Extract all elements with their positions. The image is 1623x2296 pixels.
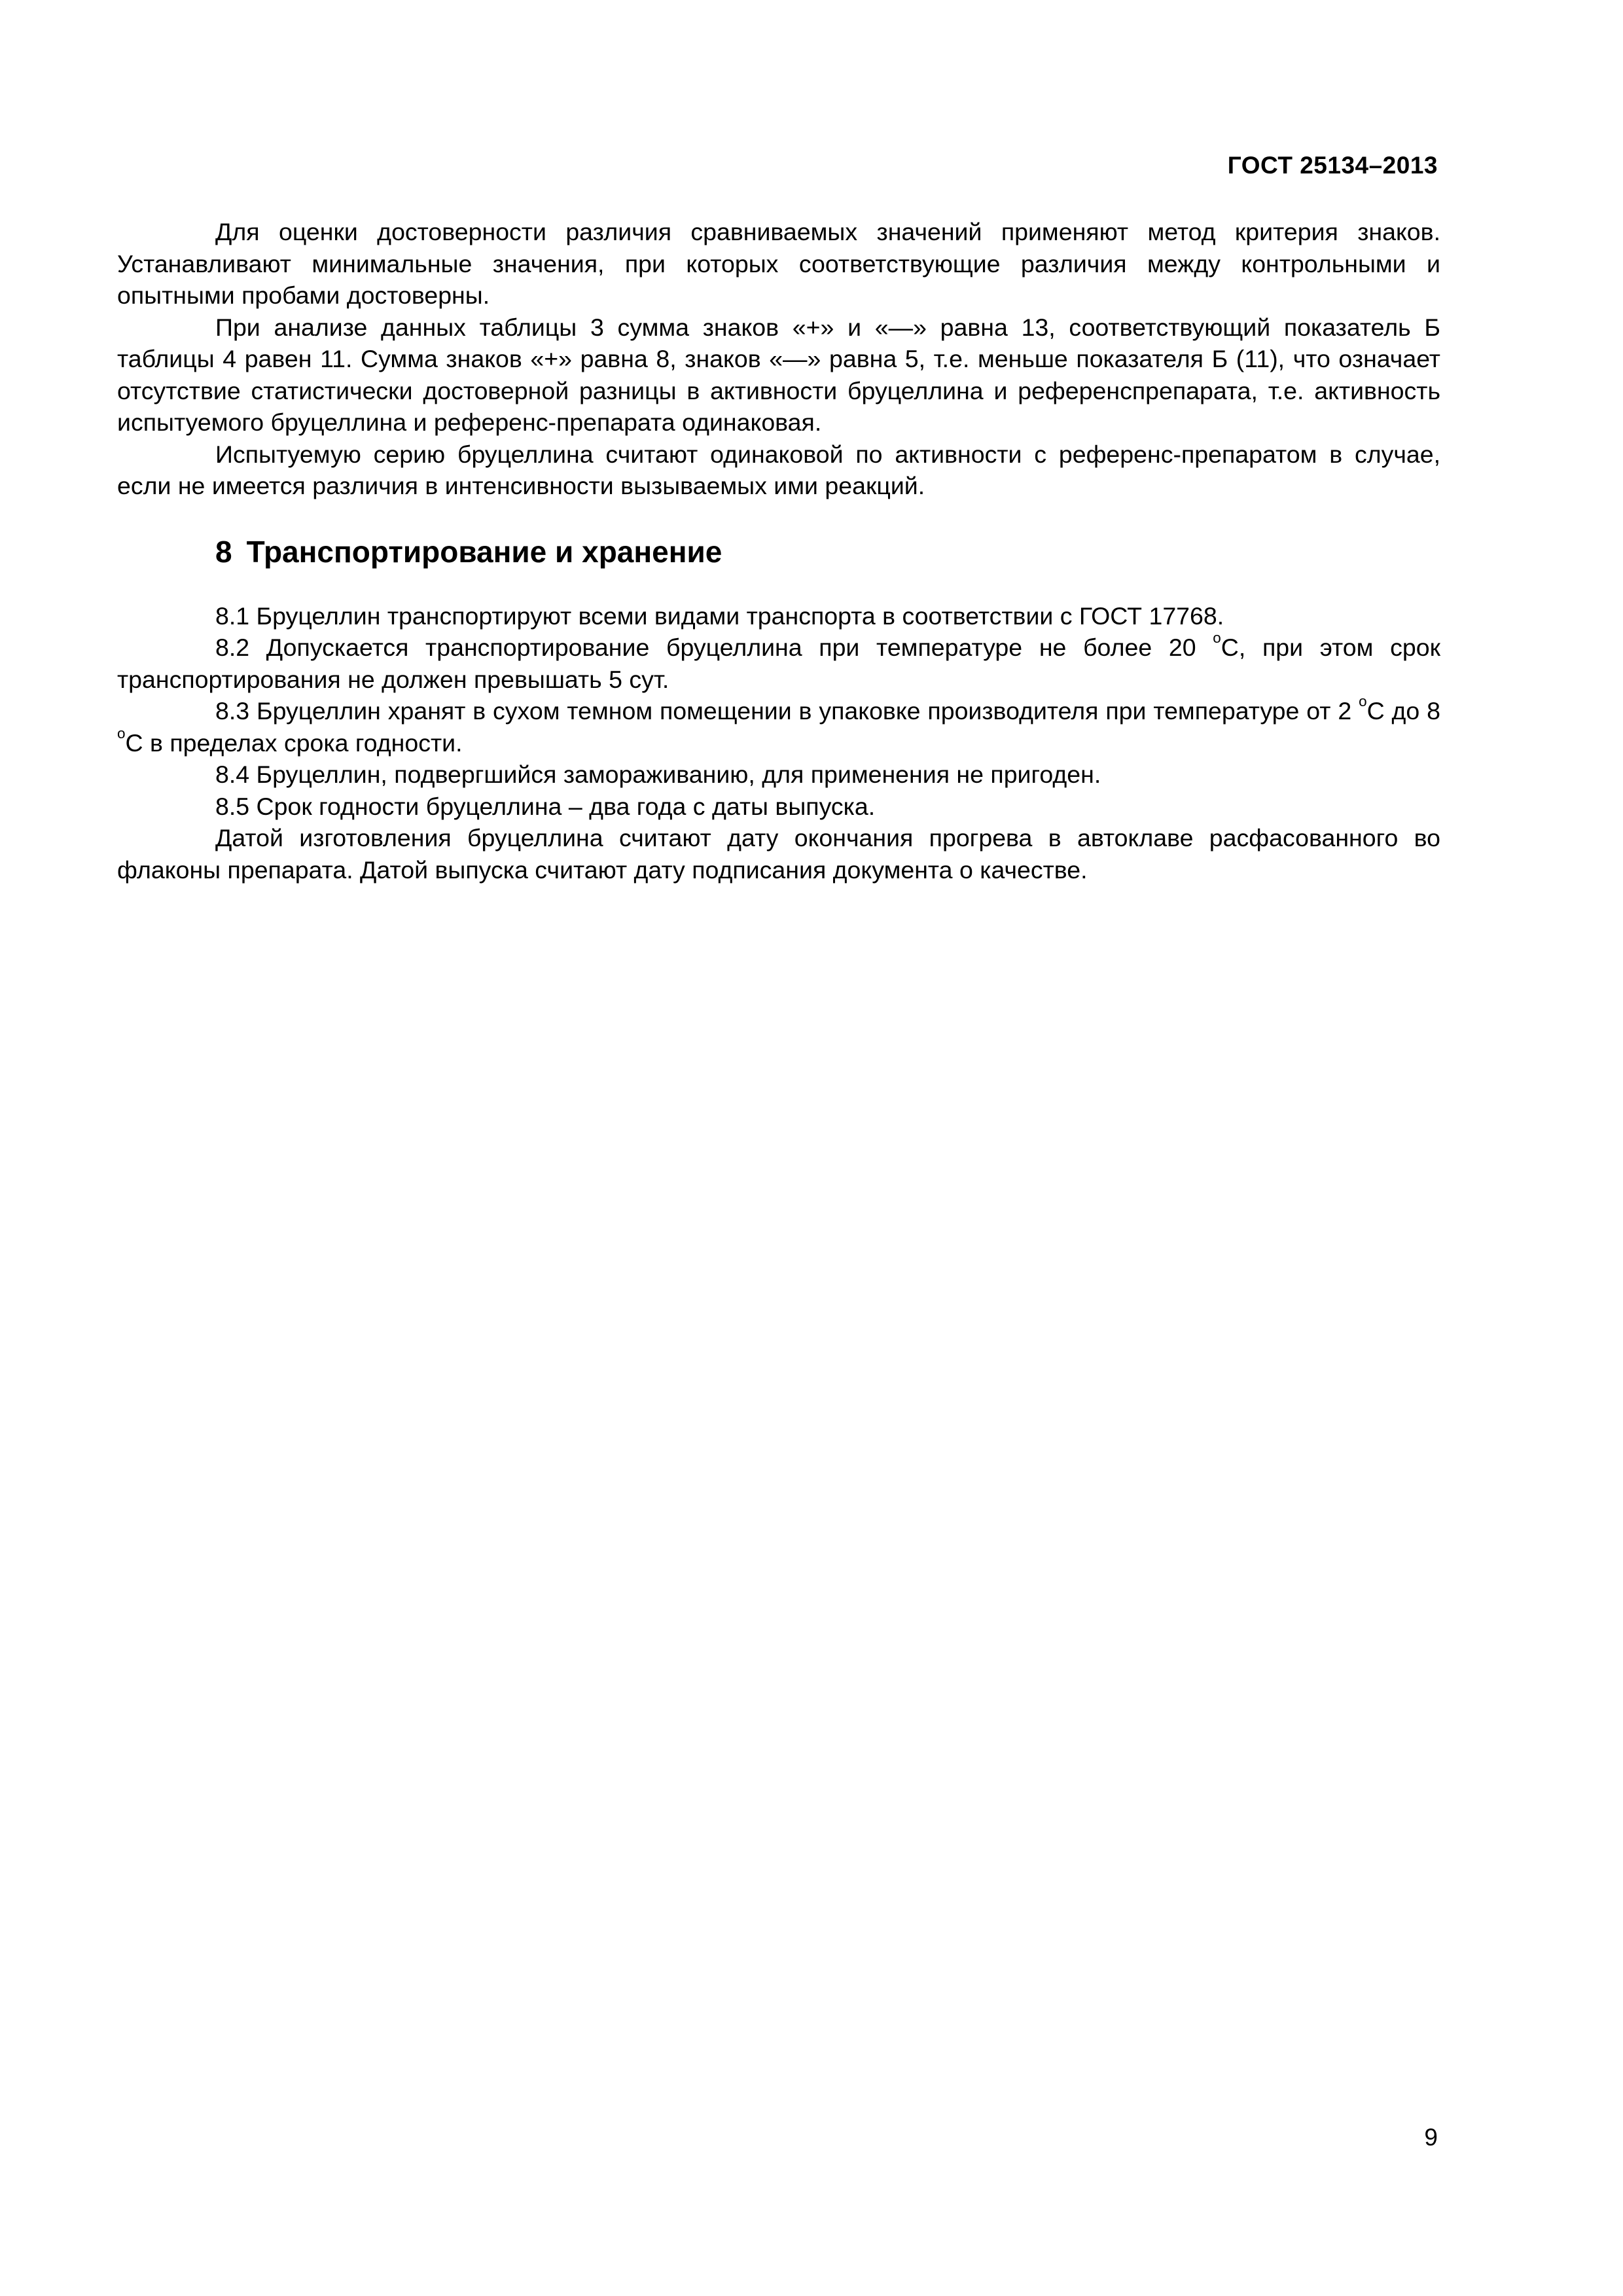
section-number: 8 bbox=[215, 534, 232, 569]
p8-3-text-start: 8.3 Бруцеллин хранят в сухом темном помещении в упаковке производителя при температуре от 2 bbox=[215, 697, 1359, 725]
paragraph-8-5: 8.5 Срок годности бруцеллина – два года с даты выпуска. bbox=[215, 792, 876, 820]
paragraph-8-1: 8.1 Бруцеллин транспортируют всеми видами транспорта в соответствии с ГОСТ 17768. bbox=[215, 601, 1224, 630]
paragraph-sign-criterion: Для оценки достоверности различия сравниваемых значений применяют метод критерия знаков. Устанавливают минимальные значения, при которых соответствующие различия между контрольными и опытными пробами достоверны. bbox=[117, 218, 1440, 309]
standard-code-header: ГОСТ 25134–2013 bbox=[1227, 152, 1438, 179]
p8-2-text-end: С, при этом срок транспортирования не должен превышать 5 сут. bbox=[117, 634, 1440, 693]
paragraph-table-analysis: При анализе данных таблицы 3 сумма знаков «+» и «—» равна 13, соответствующий показатель Б таблицы 4 равен 11. Сумма знаков «+» равна 8, знаков «—» равна 5, т.е. меньше показателя Б (11), что означает отсутствие статистически достоверной разницы в активности бруцеллина и референспрепарата, т.е. активность испытуемого бруцеллина и референс-препарата одинаковая. bbox=[117, 313, 1440, 436]
section-title: Транспортирование и хранение bbox=[246, 534, 722, 569]
degree-mark: о bbox=[1213, 629, 1221, 646]
paragraph-activity-equivalence: Испытуемую серию бруцеллина считают одинаковой по активности с референс-препаратом в случае, если не имеется различия в интенсивности вызываемых ими реакций. bbox=[117, 440, 1440, 499]
p8-3-text-middle: С до 8 bbox=[1366, 697, 1440, 725]
degree-mark: о bbox=[117, 725, 126, 742]
degree-mark: о bbox=[1359, 692, 1367, 709]
p8-2-text-start: 8.2 Допускается транспортирование бруцеллина при температуре не более 20 bbox=[215, 634, 1213, 661]
paragraph-8-3 bbox=[117, 692, 1440, 759]
p8-3-text-end: С в пределах срока годности. bbox=[125, 728, 463, 757]
paragraph-8-4: 8.4 Бруцеллин, подвергшийся замораживанию, для применения не пригоден. bbox=[215, 761, 1101, 788]
page-content bbox=[117, 216, 1440, 886]
section-8-heading bbox=[215, 532, 1440, 571]
paragraph-8-2 bbox=[117, 629, 1440, 695]
page-number: 9 bbox=[1424, 2124, 1438, 2151]
paragraph-manufacture-date: Датой изготовления бруцеллина считают дату окончания прогрева в автоклаве расфасованного во флаконы препарата. Датой выпуска считают дату подписания документа о качестве. bbox=[117, 824, 1440, 884]
